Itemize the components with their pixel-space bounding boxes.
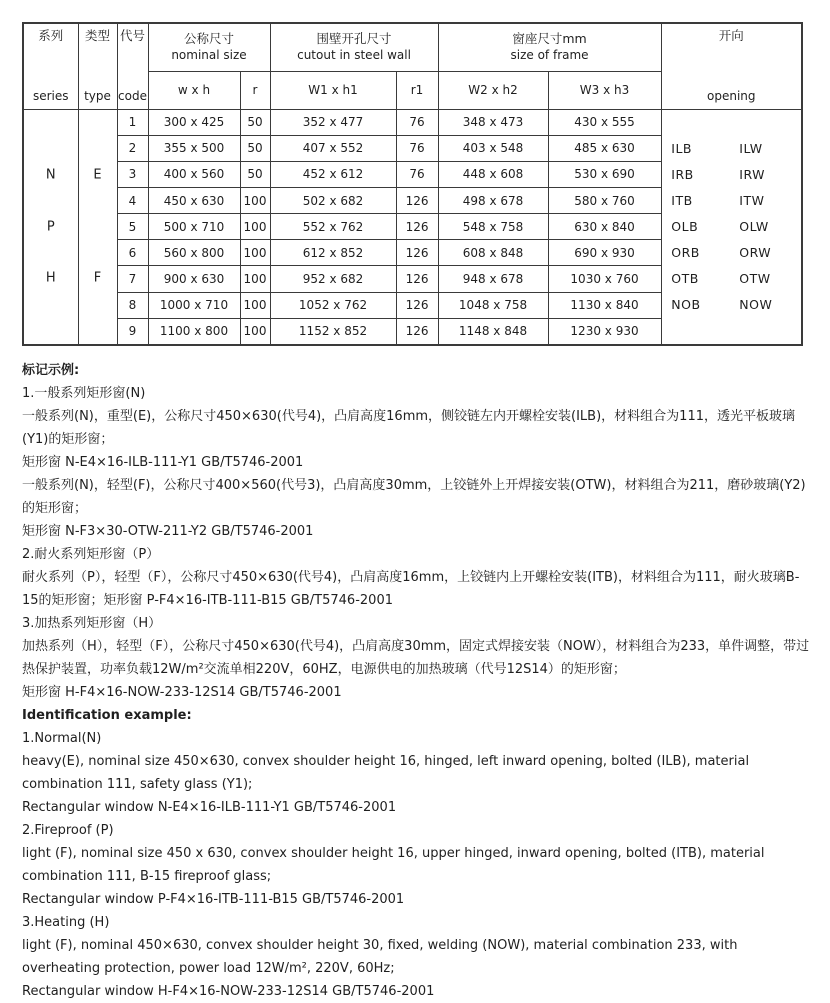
cell-r: 100 xyxy=(240,266,270,292)
cell-r: 50 xyxy=(240,135,270,161)
cell-w3h3: 530 x 690 xyxy=(548,161,661,187)
example-3-designation-zh: 矩形窗 H-F4×16-NOW-233-12S14 GB/T5746-2001 xyxy=(22,684,342,700)
series-letter-h: H xyxy=(45,270,56,286)
type-cell xyxy=(78,109,117,345)
cell-wxh: 355 x 500 xyxy=(148,135,240,161)
example-1b-description-zh: 一般系列(N)，轻型(F)，公称尺寸400×560(代号3)，凸肩高度30mm，上铰链外上开焊接安装(OTW)，材料组合为211，磨砂玻璃(Y2)的矩形窗； xyxy=(22,477,806,516)
cell-wxh: 900 x 630 xyxy=(148,266,240,292)
cell-w3h3: 580 x 760 xyxy=(548,187,661,213)
example-1a-designation-zh: 矩形窗 N-E4×16-ILB-111-Y1 GB/T5746-2001 xyxy=(22,454,304,470)
cell-w3h3: 1230 x 930 xyxy=(548,318,661,344)
series-cell xyxy=(23,109,78,345)
cell-wxh: 1000 x 710 xyxy=(148,292,240,318)
opening-pair xyxy=(671,292,791,318)
header-cutout xyxy=(270,23,438,71)
cell-wxh: 300 x 425 xyxy=(148,109,240,135)
cell-wxh: 400 x 560 xyxy=(148,161,240,187)
cell-w2h2: 1048 x 758 xyxy=(438,292,548,318)
cell-w2h2: 348 x 473 xyxy=(438,109,548,135)
cell-r1: 76 xyxy=(396,135,438,161)
cell-w3h3: 690 x 930 xyxy=(548,240,661,266)
cell-r: 100 xyxy=(240,214,270,240)
header-nominal-en: nominal size xyxy=(171,48,247,63)
example-3-description-en: light (F), nominal 450×630, convex shoulder height 30, fixed, welding (NOW), material combination 233, with overheating protection, power load 12W/m², 220V, 60Hz; xyxy=(22,937,738,976)
opening-code-bolted: ILB xyxy=(671,140,693,156)
opening-code-bolted: ITB xyxy=(671,192,693,208)
header-frame-zh: 窗座尺寸mm xyxy=(512,31,587,47)
table-row xyxy=(23,109,802,135)
opening-code-welded: IRW xyxy=(739,166,766,182)
example-1a-description-zh: 一般系列(N)，重型(E)，公称尺寸450×630(代号4)，凸肩高度16mm，侧铰链左内开螺栓安装(ILB)，材料组合为111，透光平板玻璃(Y1)的矩形窗； xyxy=(22,408,795,447)
header-frame-size xyxy=(438,23,661,71)
example-1-heading-zh: 1.一般系列矩形窗(N) xyxy=(22,385,146,401)
header-frame-en: size of frame xyxy=(510,48,589,63)
marking-example-title-zh: 标记示例: xyxy=(22,362,80,378)
example-2-description-en: light (F), nominal size 450 x 630, convex shoulder height 16, upper hinged, inward opening, bolted (ITB), material combination 111, B-15 fireproof glass; xyxy=(22,845,765,884)
header-type xyxy=(78,23,117,109)
example-1-description-en: heavy(E), nominal size 450×630, convex shoulder height 16, hinged, left inward opening, bolted (ILB), material combination 111, safety glass (Y1); xyxy=(22,753,750,792)
cell-wxh: 560 x 800 xyxy=(148,240,240,266)
opening-code-welded: ITW xyxy=(739,192,765,208)
cell-r1: 126 xyxy=(396,240,438,266)
cell-w2h2: 403 x 548 xyxy=(438,135,548,161)
example-3-heading-en: 3.Heating (H) xyxy=(22,914,110,930)
cell-code: 6 xyxy=(117,240,148,266)
cell-w3h3: 630 x 840 xyxy=(548,214,661,240)
opening-code-welded: ORW xyxy=(739,244,772,260)
cell-r1: 76 xyxy=(396,161,438,187)
example-1-heading-en: 1.Normal(N) xyxy=(22,730,102,746)
cell-w1h1: 1052 x 762 xyxy=(270,292,396,318)
opening-pair xyxy=(671,136,791,162)
example-3-description-zh: 加热系列（H），轻型（F），公称尺寸450×630(代号4)，凸肩高度30mm，固定式焊接安装（NOW），材料组合为233，单件调整，带过热保护装置，功率负载12W/m²交流单相220V，60HZ，电源供电的加热玻璃（代号12S14）的矩形窗； xyxy=(22,638,810,677)
cell-code: 5 xyxy=(117,214,148,240)
subheader-w2h2: W2 x h2 xyxy=(438,71,548,109)
cell-r: 100 xyxy=(240,187,270,213)
series-letter-p: P xyxy=(46,219,55,234)
cell-w2h2: 608 x 848 xyxy=(438,240,548,266)
example-1-designation-en: Rectangular window N-E4×16-ILB-111-Y1 GB/T5746-2001 xyxy=(22,799,397,815)
opening-pair xyxy=(671,162,791,188)
type-letter-f: F xyxy=(93,270,102,286)
header-type-zh: 类型 xyxy=(84,28,110,44)
cell-wxh: 500 x 710 xyxy=(148,214,240,240)
header-cutout-en: cutout in steel wall xyxy=(297,48,411,63)
example-2-description-zh: 耐火系列（P），轻型（F），公称尺寸450×630(代号4)，凸肩高度16mm，上铰链内上开螺栓安装(ITB)，材料组合为111，耐火玻璃B-15的矩形窗；矩形窗 P-F4×16-ITB-111-B15 GB/T5746-2001 xyxy=(22,569,800,608)
cell-w2h2: 448 x 608 xyxy=(438,161,548,187)
cell-w1h1: 612 x 852 xyxy=(270,240,396,266)
cell-code: 8 xyxy=(117,292,148,318)
cell-r: 50 xyxy=(240,109,270,135)
cell-code: 9 xyxy=(117,318,148,344)
subheader-r: r xyxy=(240,71,270,109)
opening-cell xyxy=(661,109,802,345)
header-nominal-zh: 公称尺寸 xyxy=(184,31,235,47)
opening-pair xyxy=(671,266,791,292)
cell-r1: 126 xyxy=(396,318,438,344)
example-2-designation-en: Rectangular window P-F4×16-ITB-111-B15 GB/T5746-2001 xyxy=(22,891,405,907)
opening-code-welded: OLW xyxy=(739,218,769,234)
cell-r: 100 xyxy=(240,240,270,266)
opening-pair xyxy=(671,188,791,214)
cell-r1: 76 xyxy=(396,109,438,135)
header-series-en: series xyxy=(32,89,69,104)
cell-w2h2: 498 x 678 xyxy=(438,187,548,213)
header-opening xyxy=(661,23,802,109)
cell-r: 100 xyxy=(240,318,270,344)
cell-code: 4 xyxy=(117,187,148,213)
cell-w2h2: 548 x 758 xyxy=(438,214,548,240)
example-2-heading-en: 2.Fireproof (P) xyxy=(22,822,114,838)
subheader-w3h3: W3 x h3 xyxy=(548,71,661,109)
window-spec-table xyxy=(22,22,803,346)
cell-w3h3: 1130 x 840 xyxy=(548,292,661,318)
example-3-heading-zh: 3.加热系列矩形窗（H） xyxy=(22,615,162,631)
opening-pair xyxy=(671,240,791,266)
cell-w1h1: 502 x 682 xyxy=(270,187,396,213)
header-opening-en: opening xyxy=(707,89,756,104)
header-opening-zh: 开向 xyxy=(718,28,744,44)
opening-code-welded: OTW xyxy=(739,270,771,286)
example-2-heading-zh: 2.耐火系列矩形窗（P） xyxy=(22,546,160,562)
opening-code-welded: ILW xyxy=(739,140,763,156)
cell-w2h2: 948 x 678 xyxy=(438,266,548,292)
identification-example-title-en: Identification example: xyxy=(22,707,192,723)
cell-w1h1: 1152 x 852 xyxy=(270,318,396,344)
cell-r: 100 xyxy=(240,292,270,318)
header-series-zh: 系列 xyxy=(38,28,64,44)
cell-w1h1: 952 x 682 xyxy=(270,266,396,292)
cell-w2h2: 1148 x 848 xyxy=(438,318,548,344)
cell-w3h3: 485 x 630 xyxy=(548,135,661,161)
opening-code-bolted: ORB xyxy=(671,244,700,260)
header-cutout-zh: 围壁开孔尺寸 xyxy=(316,31,392,47)
header-code-en: code xyxy=(118,89,147,104)
cell-r1: 126 xyxy=(396,214,438,240)
cell-code: 1 xyxy=(117,109,148,135)
cell-wxh: 1100 x 800 xyxy=(148,318,240,344)
cell-w3h3: 430 x 555 xyxy=(548,109,661,135)
cell-w3h3: 1030 x 760 xyxy=(548,266,661,292)
cell-w1h1: 407 x 552 xyxy=(270,135,396,161)
cell-code: 3 xyxy=(117,161,148,187)
cell-w1h1: 552 x 762 xyxy=(270,214,396,240)
subheader-wxh: w x h xyxy=(148,71,240,109)
cell-r: 50 xyxy=(240,161,270,187)
cell-wxh: 450 x 630 xyxy=(148,187,240,213)
header-nominal-size xyxy=(148,23,270,71)
opening-pair xyxy=(671,214,791,240)
cell-w1h1: 452 x 612 xyxy=(270,161,396,187)
header-type-en: type xyxy=(84,89,111,104)
series-letter-n: N xyxy=(45,167,56,183)
type-letter-e: E xyxy=(93,167,102,183)
subheader-r1: r1 xyxy=(396,71,438,109)
cell-r1: 126 xyxy=(396,187,438,213)
header-series xyxy=(23,23,78,109)
opening-code-bolted: OLB xyxy=(671,218,699,234)
cell-code: 7 xyxy=(117,266,148,292)
opening-code-bolted: OTB xyxy=(671,270,699,286)
identification-notes xyxy=(22,346,810,1003)
opening-code-bolted: IRB xyxy=(671,166,694,182)
cell-r1: 126 xyxy=(396,292,438,318)
header-code-zh: 代号 xyxy=(119,28,145,44)
opening-code-welded: NOW xyxy=(739,296,773,312)
header-code xyxy=(117,23,148,109)
example-1b-designation-zh: 矩形窗 N-F3×30-OTW-211-Y2 GB/T5746-2001 xyxy=(22,523,314,539)
opening-code-bolted: NOB xyxy=(671,296,701,312)
cell-code: 2 xyxy=(117,135,148,161)
cell-r1: 126 xyxy=(396,266,438,292)
cell-w1h1: 352 x 477 xyxy=(270,109,396,135)
subheader-w1h1: W1 x h1 xyxy=(270,71,396,109)
example-3-designation-en: Rectangular window H-F4×16-NOW-233-12S14 GB/T5746-2001 xyxy=(22,983,435,999)
